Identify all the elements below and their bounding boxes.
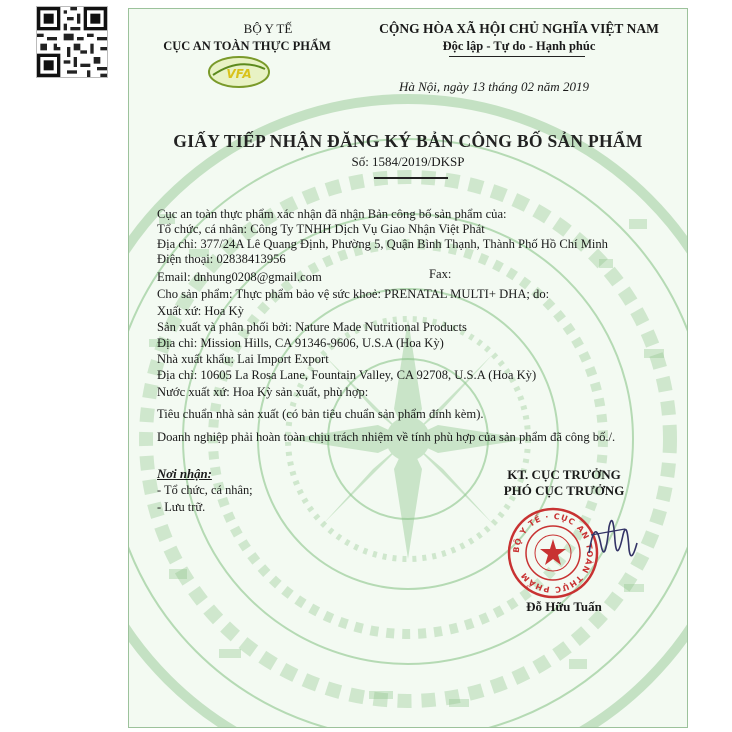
signer-name: Đỗ Hữu Tuấn [526,599,602,614]
fax-label: Fax: [429,267,452,281]
body-line: Điện thoại: 02838413956 [157,252,286,266]
body-line: Địa chỉ: 377/24A Lê Quang Định, Phường 5, Quận Bình Thạnh, Thành Phố Hồ Chí Minh [157,237,608,251]
body-line: Nhà xuất khẩu: Lai Import Export [157,352,329,366]
national-motto: Độc lập - Tự do - Hạnh phúc [442,39,596,53]
motto-underline [449,56,585,57]
svg-text:VFA: VFA [226,67,252,81]
signer-title: PHÓ CỤC TRƯỞNG [503,483,625,498]
body-line: Cục an toàn thực phẩm xác nhận đã nhận Bản công bố sản phẩm của: [157,207,507,221]
agency-name: CỤC AN TOÀN THỰC PHẨM [163,39,331,53]
body-line: Email: dnhung0208@gmail.com [157,270,322,284]
body-line: Xuất xứ: Hoa Kỳ [157,304,244,318]
document-number: Số: 1584/2019/DKSP [351,154,465,169]
ministry-name: BỘ Y TẾ [243,21,293,36]
title-underline [374,177,448,179]
body-line: Cho sản phẩm: Thực phẩm bảo vệ sức khoẻ: PRENATAL MULTI+ DHA; do: [157,287,550,301]
body-line: Địa chỉ: Mission Hills, CA 91346-9606, U.S.A (Hoa Kỳ) [157,336,444,350]
body-line: Tổ chức, cá nhân: Công Ty TNHH Dịch Vụ Giao Nhận Việt Phát [157,222,485,236]
certificate-page [128,8,688,728]
body-line: Tiêu chuẩn nhà sản xuất (có bản tiêu chuẩn sản phẩm đính kèm). [157,407,484,421]
issue-date: Hà Nội, ngày 13 tháng 02 năm 2019 [399,79,589,94]
body-line: Địa chỉ: 10605 La Rosa Lane, Fountain Valley, CA 92708, U.S.A (Hoa Kỳ) [157,368,537,382]
body-line: Nước xuất xứ: Hoa Kỳ sản xuất, phù hợp: [157,385,369,399]
country-name: CỘNG HÒA XÃ HỘI CHỦ NGHĨA VIỆT NAM [379,21,659,36]
recipient-item: - Tổ chức, cá nhân; [157,483,253,497]
qr-code [36,6,108,78]
signer-role: KT. CỤC TRƯỞNG [507,467,621,482]
svg-text:BỘ Y TẾ · CỤC AN TOÀN THỰC PHẨ: BỘ Y TẾ · CỤC AN TOÀN THỰC PHẨM [511,511,595,595]
body-line: Doanh nghiệp phải hoàn toàn chịu trách nhiệm về tính phù hợp của sản phẩm đã công bố./. [157,430,616,444]
qr-code-pattern [37,7,107,77]
recipient-item: - Lưu trữ. [157,500,206,514]
document-title: GIẤY TIẾP NHẬN ĐĂNG KÝ BẢN CÔNG BỐ SẢN PHẨM [173,131,643,151]
body-line: Sản xuất và phân phối bởi: Nature Made Nutritional Products [157,320,467,334]
recipients-title: Nơi nhận: [157,467,212,481]
signature-icon [581,505,641,575]
vfa-logo-icon [207,55,271,89]
